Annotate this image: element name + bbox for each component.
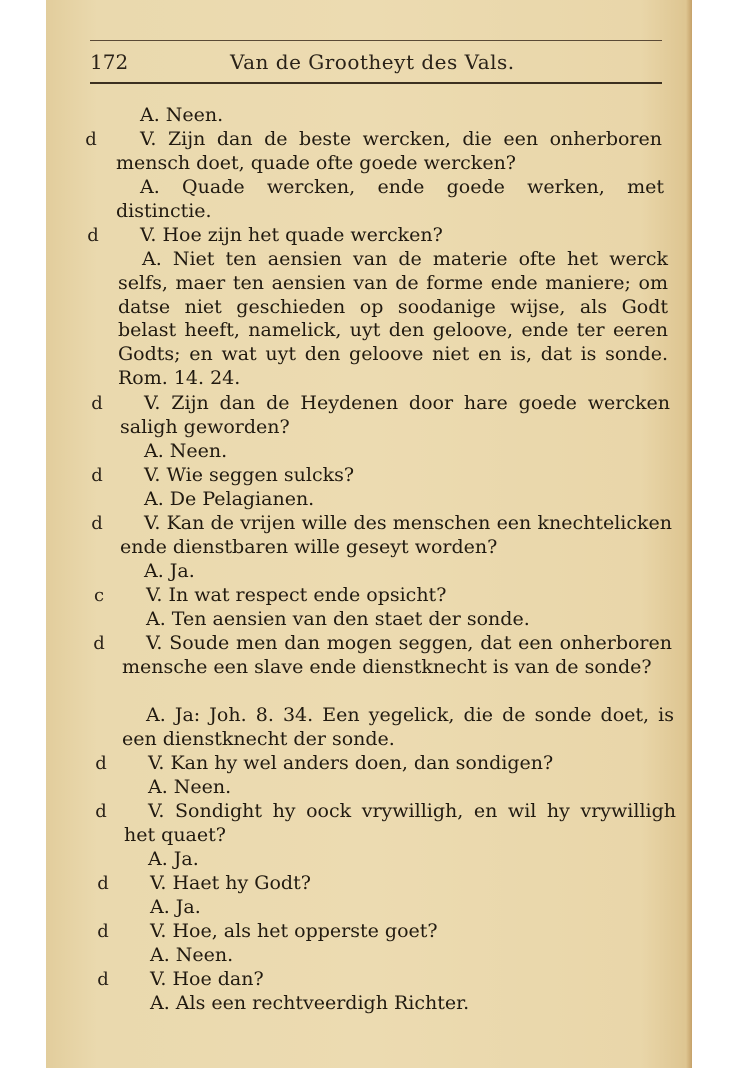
header-top-rule	[90, 40, 662, 41]
margin-marker: d	[97, 969, 109, 990]
margin-marker: d	[91, 465, 103, 486]
answer-entry	[0, 248, 738, 392]
question-entry	[0, 872, 738, 896]
question-text: V. Kan de vrijen wille des menschen een knechtelicken ende dienstbaren wille geseyt worden?	[120, 512, 672, 558]
margin-marker: d	[87, 225, 99, 246]
question-text: V. Hoe, als het opperste goet?	[150, 920, 438, 942]
answer-entry	[0, 992, 738, 1016]
question-text: V. Soude men dan mogen seggen, dat een onherboren mensche een slave ende dienstknecht is van de sonde?	[122, 632, 672, 678]
question-entry	[0, 920, 738, 944]
question-text: V. Hoe dan?	[150, 968, 264, 990]
question-entry	[0, 464, 738, 488]
answer-text: A. Als een rechtveerdigh Richter.	[150, 992, 470, 1014]
question-entry	[0, 752, 738, 776]
answer-entry	[0, 944, 738, 968]
question-text: V. Hoe zijn het quade wercken?	[140, 224, 443, 246]
answer-entry	[0, 608, 738, 632]
answer-text: A. Ja.	[148, 848, 199, 870]
question-text: V. Wie seggen sulcks?	[144, 464, 355, 486]
margin-marker: d	[97, 873, 109, 894]
answer-text: A. De Pelagianen.	[144, 488, 315, 510]
question-text: V. Sondight hy oock vrywilligh, en wil hy vrywilligh het quaet?	[124, 800, 676, 846]
question-entry	[0, 392, 738, 440]
answer-text: A. Neen.	[140, 104, 224, 126]
margin-marker: d	[93, 633, 105, 654]
question-entry	[0, 224, 738, 248]
page-number: 172	[90, 50, 129, 74]
answer-entry	[0, 704, 738, 752]
answer-entry	[0, 440, 738, 464]
answer-entry	[0, 104, 738, 128]
running-title: Van de Grootheyt des Vals.	[230, 50, 515, 74]
answer-text: A. Ja.	[144, 560, 195, 582]
question-entry	[0, 512, 738, 560]
margin-marker: d	[91, 393, 103, 414]
catechism-text	[0, 104, 738, 1016]
question-text: V. Zijn dan de beste wercken, die een onherboren mensch doet, quade ofte goede wercken?	[116, 128, 662, 174]
question-entry	[0, 968, 738, 992]
margin-marker: d	[91, 513, 103, 534]
answer-text: A. Niet ten aensien van de materie ofte het werck selfs, maer ten aensien van de forme ende maniere; om datse niet geschieden op soodanige wijse, als Godt belast heeft, namelick, uyt den geloove, ende ter eeren Godts; en wat uyt den geloove niet en is, dat is sonde. Rom. 14. 24.	[118, 248, 668, 389]
header-bottom-rule	[90, 82, 662, 84]
answer-entry	[0, 176, 738, 224]
answer-text: A. Quade wercken, ende goede werken, met distinctie.	[116, 176, 664, 222]
question-entry	[0, 128, 738, 176]
question-text: V. Haet hy Godt?	[150, 872, 311, 894]
answer-entry	[0, 488, 738, 512]
question-entry	[0, 800, 738, 848]
question-text: V. Zijn dan de Heydenen door hare goede wercken saligh geworden?	[120, 392, 670, 438]
margin-marker: c	[93, 585, 105, 606]
answer-text: A. Neen.	[150, 944, 234, 966]
margin-marker: d	[97, 921, 109, 942]
question-entry	[0, 632, 738, 704]
answer-entry	[0, 848, 738, 872]
answer-text: A. Neen.	[144, 440, 228, 462]
question-entry	[0, 584, 738, 608]
answer-text: A. Ja: Joh. 8. 34. Een yegelick, die de sonde doet, is een dienstknecht der sonde.	[122, 704, 674, 750]
answer-entry	[0, 776, 738, 800]
margin-marker: d	[95, 801, 107, 822]
answer-text: A. Ten aensien van den staet der sonde.	[146, 608, 530, 630]
margin-marker: d	[85, 129, 97, 150]
question-text: V. Kan hy wel anders doen, dan sondigen?	[148, 752, 554, 774]
answer-text: A. Neen.	[148, 776, 232, 798]
margin-marker: d	[95, 753, 107, 774]
question-text: V. In wat respect ende opsicht?	[146, 584, 447, 606]
answer-text: A. Ja.	[150, 896, 201, 918]
answer-entry	[0, 560, 738, 584]
running-header	[90, 48, 662, 76]
answer-entry	[0, 896, 738, 920]
